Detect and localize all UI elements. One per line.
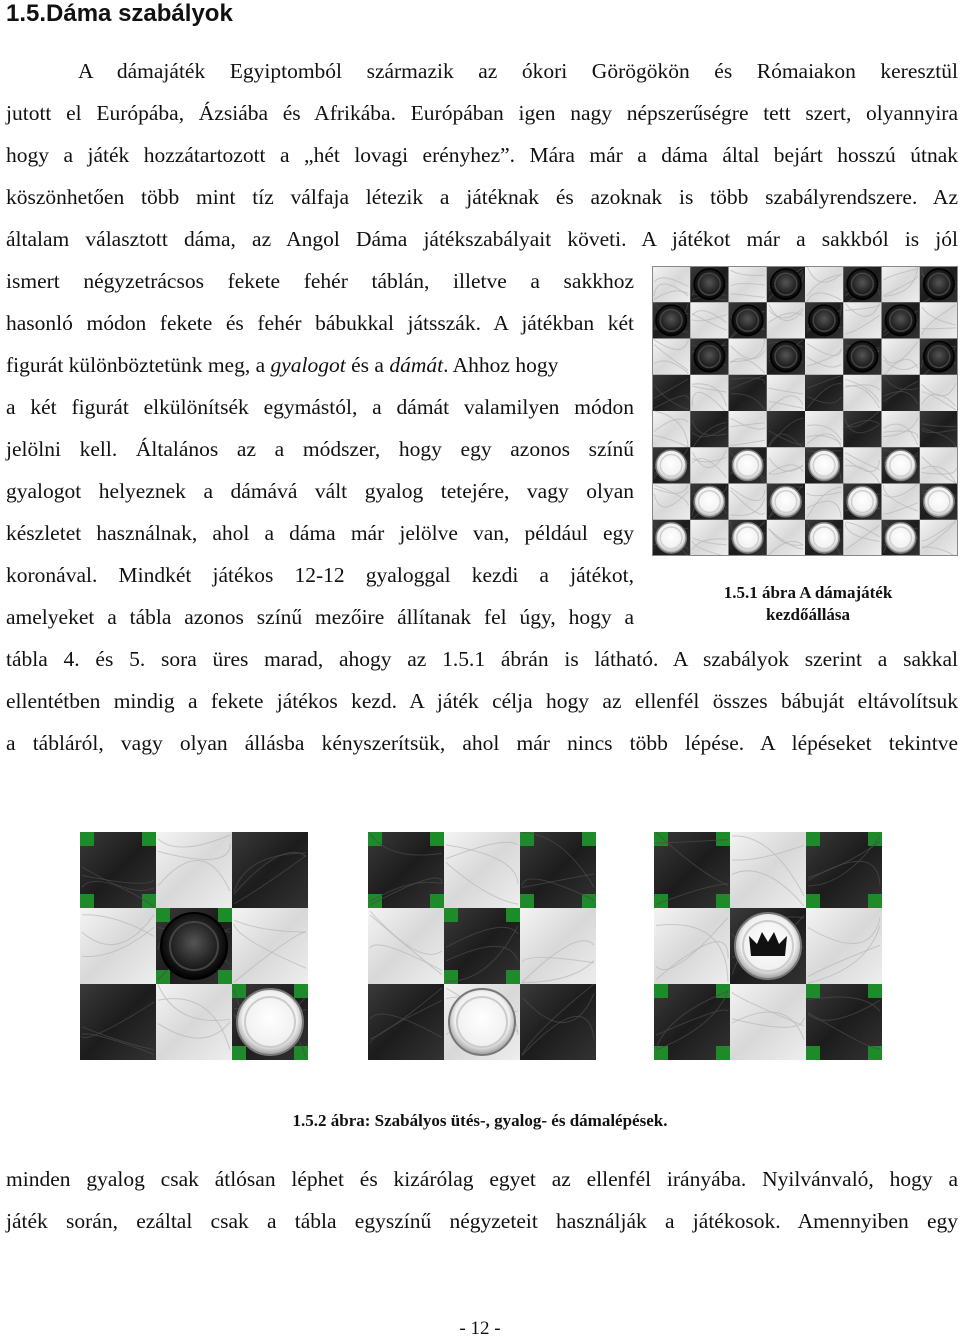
board-square [444,908,521,985]
white-checker-piece [732,450,762,480]
board-square [843,520,882,556]
board-square [805,411,844,448]
white-checker-piece [656,450,686,480]
board-square [806,908,882,985]
white-king-piece [735,913,801,979]
board-square [767,375,806,412]
board-square [729,339,768,376]
paragraph-line: ellentétben mindig a fekete játékos kezd. A játék célja hogy az ellenfél összes bábuját eltávolítsuk [6,689,958,713]
board-square [730,832,807,909]
board-square [920,520,958,556]
section-heading: 1.5.Dáma szabályok [6,0,233,27]
white-checker-piece [809,523,839,553]
board-square [920,375,958,412]
paragraph-line: hogy a játék hozzátartozott a „hét lovagi erényhez”. Mára már a dáma által bejárt hosszú útnak [6,143,958,167]
black-checker-piece [656,305,686,335]
board-square [652,339,691,376]
page-number: - 12 - [459,1318,501,1339]
board-square [654,832,731,909]
text-segment: figurát különböztetünk meg, a [6,353,271,377]
paragraph-line: játék során, ezáltal csak a tábla egyszínű négyzeteit használják a játékosok. Amennyiben egy [6,1209,958,1233]
board-square [767,520,806,556]
pawn-move-diagram [368,832,596,1060]
white-checker-piece [885,523,915,553]
board-square [805,339,844,376]
caption-line: kezdőállása [765,605,851,624]
board-square [729,375,768,412]
board-square [882,375,921,412]
board-square [882,484,921,521]
board-square [444,832,521,909]
board-square [729,411,768,448]
white-checker-piece [771,486,801,516]
paragraph-line: jelölni kell. Általános az a módszer, hogy egy azonos színű [6,437,634,461]
board-square [652,484,691,521]
white-checker-piece [924,486,954,516]
board-square [882,266,921,303]
board-square [80,908,157,985]
black-checker-piece [847,269,877,299]
black-checker-piece [771,341,801,371]
board-square [806,832,882,909]
paragraph-line: általam választott dáma, az Angol Dáma játékszabályait követi. A játékot már a sakkból is jól [6,227,958,251]
white-checker-piece [732,523,762,553]
board-square [805,484,844,521]
paragraph-line: köszönhetően több mint tíz válfaja létezik a játéknak és azoknak is több szabályrendszere. Az [6,185,958,209]
board-square [690,411,729,448]
italic-term-gyalog: gyalogot [270,353,346,377]
board-square [156,984,233,1060]
board-square [520,908,596,985]
board-square [652,266,691,303]
black-checker-piece [732,305,762,335]
paragraph-line: a tábláról, vagy olyan állásba kényszerítsük, ahol már nincs több lépése. A lépéseket tekintve [6,731,958,755]
board-square [920,411,958,448]
board-square [368,908,445,985]
board-square [652,375,691,412]
board-square [920,447,958,484]
board-square [843,411,882,448]
black-checker-piece [847,341,877,371]
caption-line: 1.5.1 ábra A dámajáték [723,583,893,602]
white-checker-piece [809,450,839,480]
board-square [368,984,445,1060]
board-square [654,984,731,1060]
board-square [654,908,731,985]
paragraph-line: amelyeket a tábla azonos színű mezőire állítanak fel úgy, hogy a [6,605,634,629]
board-square [920,302,958,339]
board-square [652,411,691,448]
capture-move-diagram [80,832,308,1060]
board-square [730,984,807,1060]
board-square [368,832,445,909]
black-checker-piece [771,269,801,299]
board-square [805,266,844,303]
board-square [80,832,157,909]
board-square [843,447,882,484]
king-move-diagram [654,832,882,1060]
board-square [729,484,768,521]
white-checker-piece [847,486,877,516]
board-square [232,908,308,985]
paragraph-line: A dámajáték Egyiptomból származik az ókori Görögökön és Rómaiakon keresztül [78,59,958,83]
paragraph-line: jutott el Európába, Ázsiába és Afrikába. Európában igen nagy népszerűségre tett szert, olyannyira [6,101,958,125]
paragraph-line: ismert négyzetrácsos fekete fehér táblán, illetve a sakkhoz [6,269,634,293]
figure-caption-2: 1.5.2 ábra: Szabályos ütés-, gyalog- és dámalépések. [292,1111,668,1130]
board-square [80,984,157,1060]
black-checker-piece [885,305,915,335]
paragraph-line: minden gyalog csak átlósan léphet és kizárólag egyet az ellenfél irányába. Nyilvánvaló, hogy a [6,1167,958,1191]
board-square [690,375,729,413]
board-square [882,411,921,448]
board-square [690,447,729,484]
white-checker-piece [449,989,515,1055]
white-checker-piece [885,450,915,480]
paragraph-line: készletet használnak, ahol a dáma már jelölve van, például egy [6,521,634,545]
board-square [520,984,596,1060]
board-square [690,302,729,339]
board-square [843,375,882,412]
black-checker-piece [694,269,724,299]
board-square [806,984,882,1060]
white-checker-piece [237,989,303,1055]
board-square [767,411,806,449]
paragraph-line [6,352,634,378]
figure-caption-1 [690,582,926,626]
board-square [520,832,596,909]
board-square [690,520,729,556]
paragraph-line: tábla 4. és 5. sora üres marad, ahogy az 1.5.1 ábrán is látható. A szabályok szerint a sakkal [6,647,958,671]
board-square [232,832,308,909]
black-checker-piece [924,269,954,299]
board-square [156,832,233,909]
black-checker-piece [694,341,724,371]
paragraph-line: koronával. Mindkét játékos 12-12 gyaloggal kezdi a játékot, [6,563,634,587]
board-square [805,375,844,412]
paragraph-line: gyalogot helyeznek a dámává vált gyalog tetejére, vagy olyan [6,479,634,503]
board-square [767,302,806,339]
black-checker-piece [809,305,839,335]
white-checker-piece [694,486,724,516]
board-square [843,302,882,339]
paragraph-line: a két figurát elkülönítsék egymástól, a dámát valamilyen módon [6,395,634,419]
board-square [882,339,921,377]
paragraph-line: hasonló módon fekete és fehér bábukkal játsszák. A játékban két [6,311,634,335]
checkers-starting-board [652,266,958,556]
italic-term-dama: dámát [389,353,444,377]
text-segment: és a [345,353,390,377]
board-square [729,266,768,303]
board-square [767,447,806,484]
black-checker-piece [924,341,954,371]
text-segment: . Ahhoz hogy [443,353,559,377]
black-checker-piece [161,913,227,979]
white-checker-piece [656,523,686,553]
